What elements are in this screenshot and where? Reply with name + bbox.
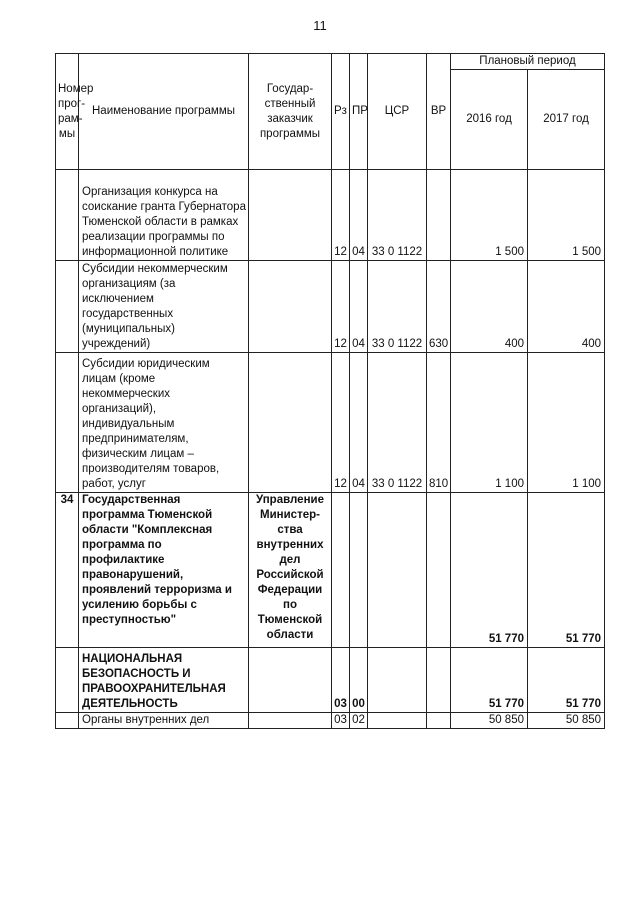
row-customer: Управление Министер-ства внутренних дел Российской Федерации по Тюменской области	[249, 493, 332, 648]
row-2016: 400	[451, 261, 528, 353]
row-pr: 02	[350, 713, 368, 729]
header-customer: Государ-ственный заказчик программы	[249, 54, 332, 170]
header-name: Наименование программы	[79, 54, 249, 170]
table-row	[56, 170, 605, 261]
table-row	[56, 648, 605, 713]
row-rz: 03	[332, 648, 350, 713]
header-year-2016: 2016 год	[451, 70, 528, 170]
table-row	[56, 493, 605, 648]
row-name: Государственная программа Тюменской области "Комплексная программа по профилактике правонарушений, проявлений терроризма и усилению борьбы с преступностью"	[79, 493, 249, 648]
row-pr: 04	[350, 353, 368, 493]
row-name: НАЦИОНАЛЬНАЯ БЕЗОПАСНОСТЬ И ПРАВООХРАНИТЕЛЬНАЯ ДЕЯТЕЛЬНОСТЬ	[79, 648, 249, 713]
row-2017: 50 850	[528, 713, 605, 729]
page-number: 11	[313, 18, 327, 33]
header-vr: ВР	[427, 54, 451, 170]
table-row	[56, 713, 605, 729]
row-name: Субсидии некоммерческим организациям (за исключением государственных (муниципальных) учреждений)	[79, 261, 249, 353]
row-name: Органы внутренних дел	[79, 713, 249, 729]
row-vr: 630	[427, 261, 451, 353]
row-2017: 400	[528, 261, 605, 353]
row-2017: 1 100	[528, 353, 605, 493]
row-2016: 50 850	[451, 713, 528, 729]
row-rz: 12	[332, 261, 350, 353]
row-2016: 51 770	[451, 493, 528, 648]
row-pr: 04	[350, 170, 368, 261]
row-2016: 51 770	[451, 648, 528, 713]
row-name: Субсидии юридическим лицам (кроме некоммерческих организаций), индивидуальным предпринимателям, физическим лицам – производителям товаров, работ, услуг	[79, 353, 249, 493]
header-num: Номер прог-рам-мы	[56, 54, 79, 170]
table-row	[56, 261, 605, 353]
row-2016: 1 100	[451, 353, 528, 493]
row-2017: 1 500	[528, 170, 605, 261]
row-name: Организация конкурса на соискание гранта Губернатора Тюменской области в рамках реализации программы по информационной политике	[79, 170, 249, 261]
row-pr: 00	[350, 648, 368, 713]
row-2017: 51 770	[528, 648, 605, 713]
row-csr: 33 0 1122	[368, 353, 427, 493]
budget-table	[55, 53, 605, 729]
row-csr: 33 0 1122	[368, 261, 427, 353]
table-row	[56, 353, 605, 493]
row-csr: 33 0 1122	[368, 170, 427, 261]
row-vr: 810	[427, 353, 451, 493]
header-rz: Рз	[332, 54, 350, 170]
header-planned-period: Плановый период	[451, 54, 605, 70]
row-2016: 1 500	[451, 170, 528, 261]
row-rz: 03	[332, 713, 350, 729]
row-rz: 12	[332, 170, 350, 261]
row-num: 34	[56, 493, 79, 648]
header-pr: ПР	[350, 54, 368, 170]
header-csr: ЦСР	[368, 54, 427, 170]
row-pr: 04	[350, 261, 368, 353]
row-vr	[427, 170, 451, 261]
header-year-2017: 2017 год	[528, 70, 605, 170]
row-2017: 51 770	[528, 493, 605, 648]
row-rz: 12	[332, 353, 350, 493]
